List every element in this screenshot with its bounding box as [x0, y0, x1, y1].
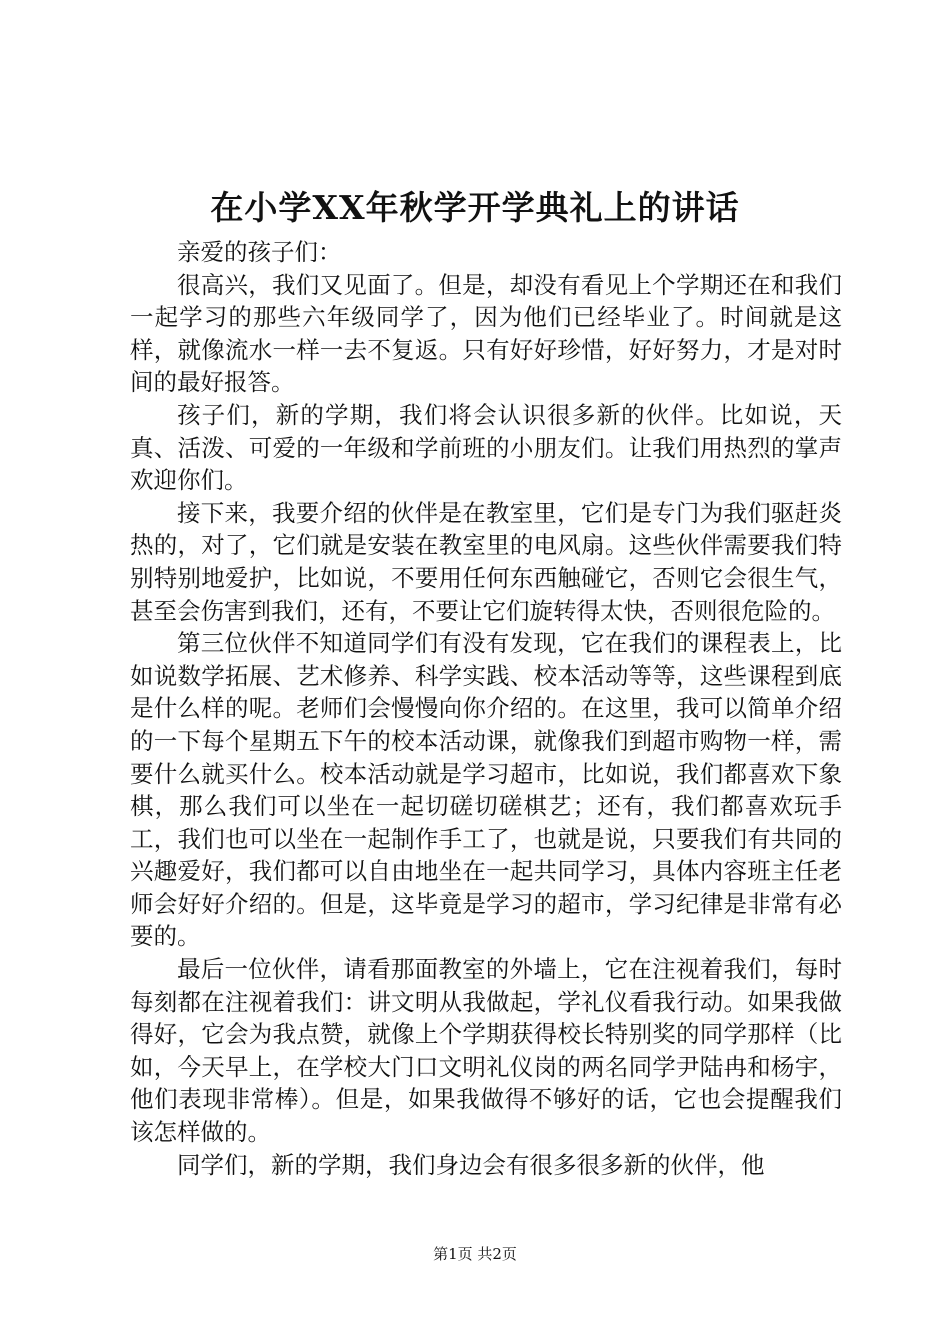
body-paragraph: 同学们，新的学期，我们身边会有很多很多新的伙伴，他 [177, 1150, 765, 1179]
body-paragraph: 最后一位伙伴，请看那面教室的外墙上，它在注视着我们，每时每刻都在注视着我们：讲文明从我做起，学礼仪看我行动。如果我做得好，它会为我点赞，就像上个学期获得校长特别奖的同学那样（比如，今天早上，在学校大门口文明礼仪岗的两名同学尹陆冉和杨宇，他们表现非常棒）。但是，如果我做得不够好的话，它也会提醒我们该怎样做的。 [130, 955, 842, 1147]
body-paragraph: 第三位伙伴不知道同学们有没有发现，它在我们的课程表上，比如说数学拓展、艺术修养、科学实践、校本活动等等，这些课程到底是什么样的呢。老师们会慢慢向你介绍的。在这里，我可以简单介绍的一下每个星期五下午的校本活动课，就像我们到超市购物一样，需要什么就买什么。校本活动就是学习超市，比如说，我们都喜欢下象棋，那么我们可以坐在一起切磋切磋棋艺；还有，我们都喜欢玩手工，我们也可以坐在一起制作手工了，也就是说，只要我们有共同的兴趣爱好，我们都可以自由地坐在一起共同学习，具体内容班主任老师会好好介绍的。但是，这毕竟是学习的超市，学习纪律是非常有必要的。 [130, 629, 842, 951]
body-paragraph: 很高兴，我们又见面了。但是，却没有看见上个学期还在和我们一起学习的那些六年级同学了，因为他们已经毕业了。时间就是这样，就像流水一样一去不复返。只有好好珍惜，好好努力，才是对时间的最好报答。 [130, 270, 842, 397]
document-title: 在小学XX年秋学开学典礼上的讲话 [210, 188, 740, 227]
document-body [130, 236, 842, 1181]
page-number-footer: 第1页 共2页 [433, 1245, 517, 1263]
body-paragraph: 接下来，我要介绍的伙伴是在教室里，它们是专门为我们驱赶炎热的，对了，它们就是安装在教室里的电风扇。这些伙伴需要我们特别特别地爱护，比如说，不要用任何东西触碰它，否则它会很生气，甚至会伤害到我们，还有，不要让它们旋转得太快，否则很危险的。 [130, 498, 842, 625]
body-paragraph: 孩子们，新的学期，我们将会认识很多新的伙伴。比如说，天真、活泼、可爱的一年级和学前班的小朋友们。让我们用热烈的掌声欢迎你们。 [130, 400, 842, 495]
salutation-paragraph: 亲爱的孩子们： [177, 238, 342, 266]
